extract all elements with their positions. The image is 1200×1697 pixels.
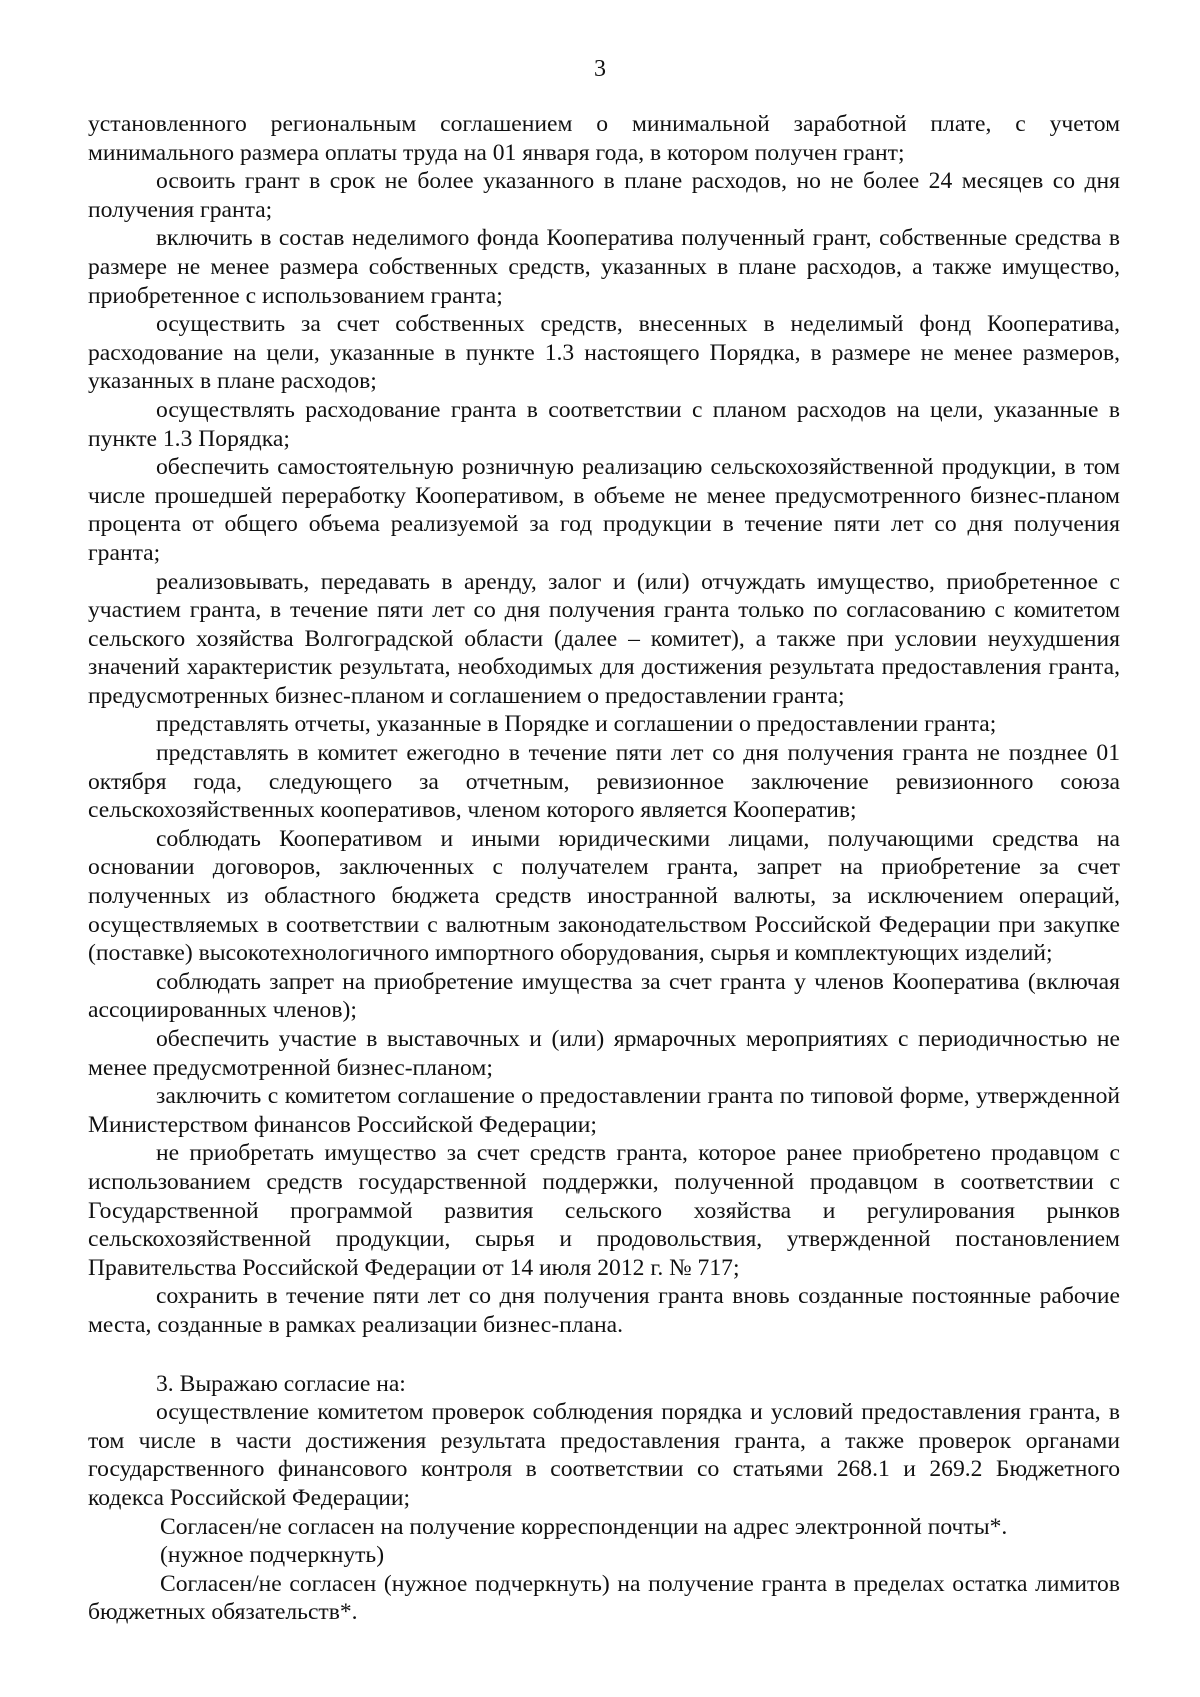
obligation-paragraph: соблюдать Кооперативом и иными юридическими лицами, получающими средства на основании договоров, заключенных с получателем гранта, запрет на приобретение за счет полученных из областного бюджета средств иностранной валюты, за исключением операций, осуществляемых в соответствии с валютным законодательством Российской Федерации при закупке (поставке) высокотехнологичного импортного оборудования, сырья и комплектующих изделий; [88, 825, 1120, 967]
document-body [88, 110, 1120, 1627]
paragraph-continuation: установленного региональным соглашением о минимальной заработной плате, с учетом минимального размера оплаты труда на 01 января года, в котором получен грант; [88, 111, 1120, 166]
underline-note: (нужное подчеркнуть) [160, 1542, 385, 1569]
obligation-paragraph: представлять в комитет ежегодно в течение пяти лет со дня получения гранта не позднее 01 октября года, следующего за отчетным, ревизионное заключение ревизионного союза сельскохозяйственных кооперативов, членом которого является Кооператив; [88, 740, 1120, 824]
consent-limits-statement: Согласен/не согласен (нужное подчеркнуть) на получение гранта в пределах остатка лимитов бюджетных обязательств*. [88, 1570, 1120, 1626]
obligation-paragraph: не приобретать имущество за счет средств гранта, которое ранее приобретено продавцом с использованием средств государственной поддержки, полученной продавцом в соответствии с Государственной программой развития сельского хозяйства и регулирования рынков сельскохозяйственной продукции, сырья и продовольствия, утвержденной постановлением Правительства Российской Федерации от 14 июля 2012 г. № 717; [88, 1140, 1120, 1281]
section-3-body: осуществление комитетом проверок соблюдения порядка и условий предоставления гранта, в том числе в части достижения результата предоставления гранта, а также проверок органами государственного финансового контроля в соответствии со статьями 268.1 и 269.2 Бюджетного кодекса Российской Федерации; [88, 1399, 1120, 1511]
obligation-paragraph: обеспечить участие в выставочных и (или) ярмарочных мероприятиях с периодичностью не менее предусмотренной бизнес-планом; [88, 1026, 1120, 1081]
obligation-paragraph: осуществлять расходование гранта в соответствии с планом расходов на цели, указанные в пункте 1.3 Порядка; [88, 396, 1120, 452]
obligation-paragraph: осуществить за счет собственных средств, внесенных в неделимый фонд Кооператива, расходование на цели, указанные в пункте 1.3 настоящего Порядка, в размере не менее размеров, указанных в плане расходов; [88, 311, 1120, 395]
section-3-title: 3. Выражаю согласие на: [156, 1370, 406, 1397]
obligation-paragraph: обеспечить самостоятельную розничную реализацию сельскохозяйственной продукции, в том числе прошедшей переработку Кооперативом, в объеме не менее предусмотренного бизнес-планом процента от общего объема реализуемой за год продукции в течение пяти лет со дня получения гранта; [88, 454, 1120, 566]
obligation-paragraph: заключить с комитетом соглашение о предоставлении гранта по типовой форме, утвержденной Министерством финансов Российской Федерации; [88, 1083, 1120, 1138]
obligation-paragraph: включить в состав неделимого фонда Кооператива полученный грант, собственные средства в размере не менее размера собственных средств, указанных в плане расходов, а также имущество, приобретенное с использованием гранта; [88, 225, 1120, 309]
consent-email-statement: Согласен/не согласен на получение корреспонденции на адрес электронной почты*. [160, 1513, 1008, 1540]
obligation-paragraph: представлять отчеты, указанные в Порядке и соглашении о предоставлении гранта; [156, 711, 997, 738]
obligation-paragraph: соблюдать запрет на приобретение имущества за счет гранта у членов Кооператива (включая ассоциированных членов); [88, 968, 1120, 1024]
obligation-paragraph: сохранить в течение пяти лет со дня получения гранта вновь созданные постоянные рабочие места, созданные в рамках реализации бизнес-плана. [88, 1283, 1120, 1338]
obligation-paragraph: реализовывать, передавать в аренду, залог и (или) отчуждать имущество, приобретенное с участием гранта, в течение пяти лет со дня получения гранта только по согласованию с комитетом сельского хозяйства Волгоградской области (далее – комитет), а также при условии неухудшения значений характеристик результата, необходимых для достижения результата предоставления гранта, предусмотренных бизнес-планом и соглашением о предоставлении гранта; [88, 568, 1120, 709]
page-number: 3 [594, 56, 606, 82]
obligation-paragraph: освоить грант в срок не более указанного в плане расходов, но не более 24 месяцев со дня получения гранта; [88, 168, 1120, 223]
